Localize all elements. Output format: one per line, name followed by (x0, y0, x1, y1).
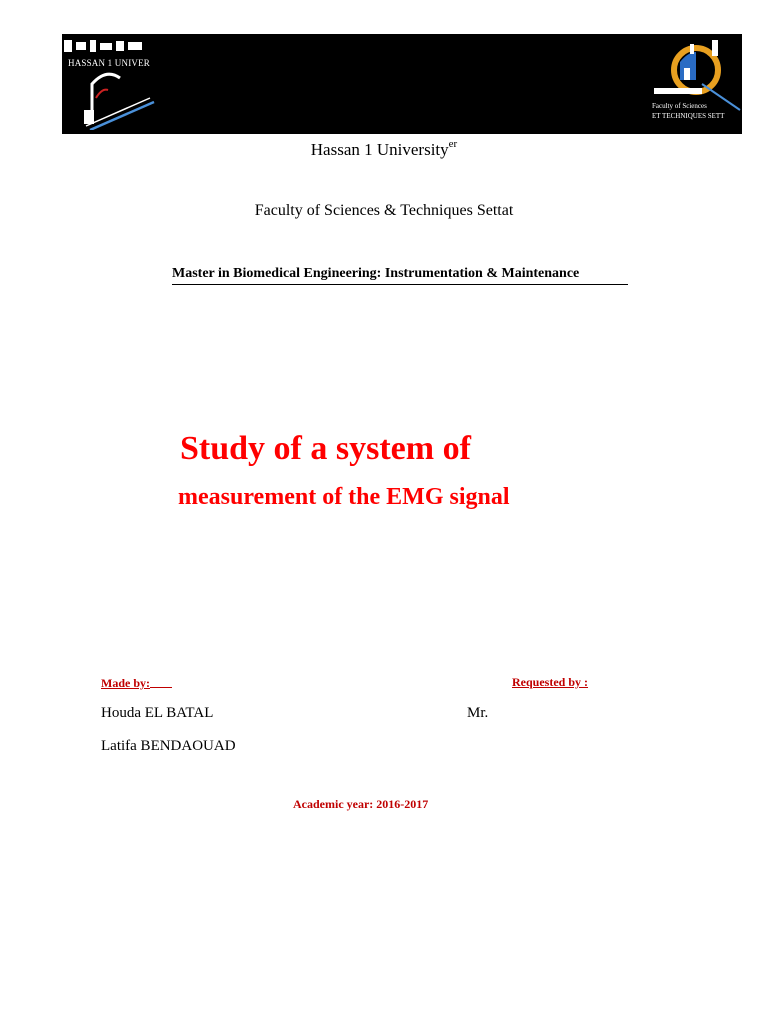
faculty-logo (650, 40, 742, 132)
made-by-underline-gap (150, 675, 172, 688)
author-name-2: Latifa BENDAOUAD (101, 738, 236, 754)
header-banner (62, 34, 742, 134)
made-by-label (101, 675, 172, 691)
made-by-label-text: Made by: (101, 676, 150, 690)
faculty-name: Faculty of Sciences & Techniques Settat (254, 202, 514, 219)
university-logo-text: HASSAN 1 UNIVER (68, 58, 151, 68)
author-name-1: Houda EL BATAL (101, 705, 214, 721)
requested-by-label: Requested by : (512, 675, 589, 689)
title-line-2: measurement of the EMG signal (178, 484, 510, 510)
faculty-logo-line-2: ET TECHNIQUES SETT (652, 112, 725, 120)
faculty-logo-line-1: Faculty of Sciences (652, 102, 707, 110)
university-emblem-icon (62, 38, 160, 130)
academic-year: Academic year: 2016-2017 (293, 797, 429, 811)
program-name: Master in Biomedical Engineering: Instrumentation & Maintenance (172, 266, 628, 285)
university-name-text: Hassan 1 University (310, 140, 449, 159)
university-logo (62, 38, 160, 130)
university-name (0, 138, 768, 160)
title-line-1: Study of a system of (180, 430, 471, 467)
university-superscript: er (448, 138, 458, 150)
supervisor-name: Mr. (467, 705, 489, 721)
